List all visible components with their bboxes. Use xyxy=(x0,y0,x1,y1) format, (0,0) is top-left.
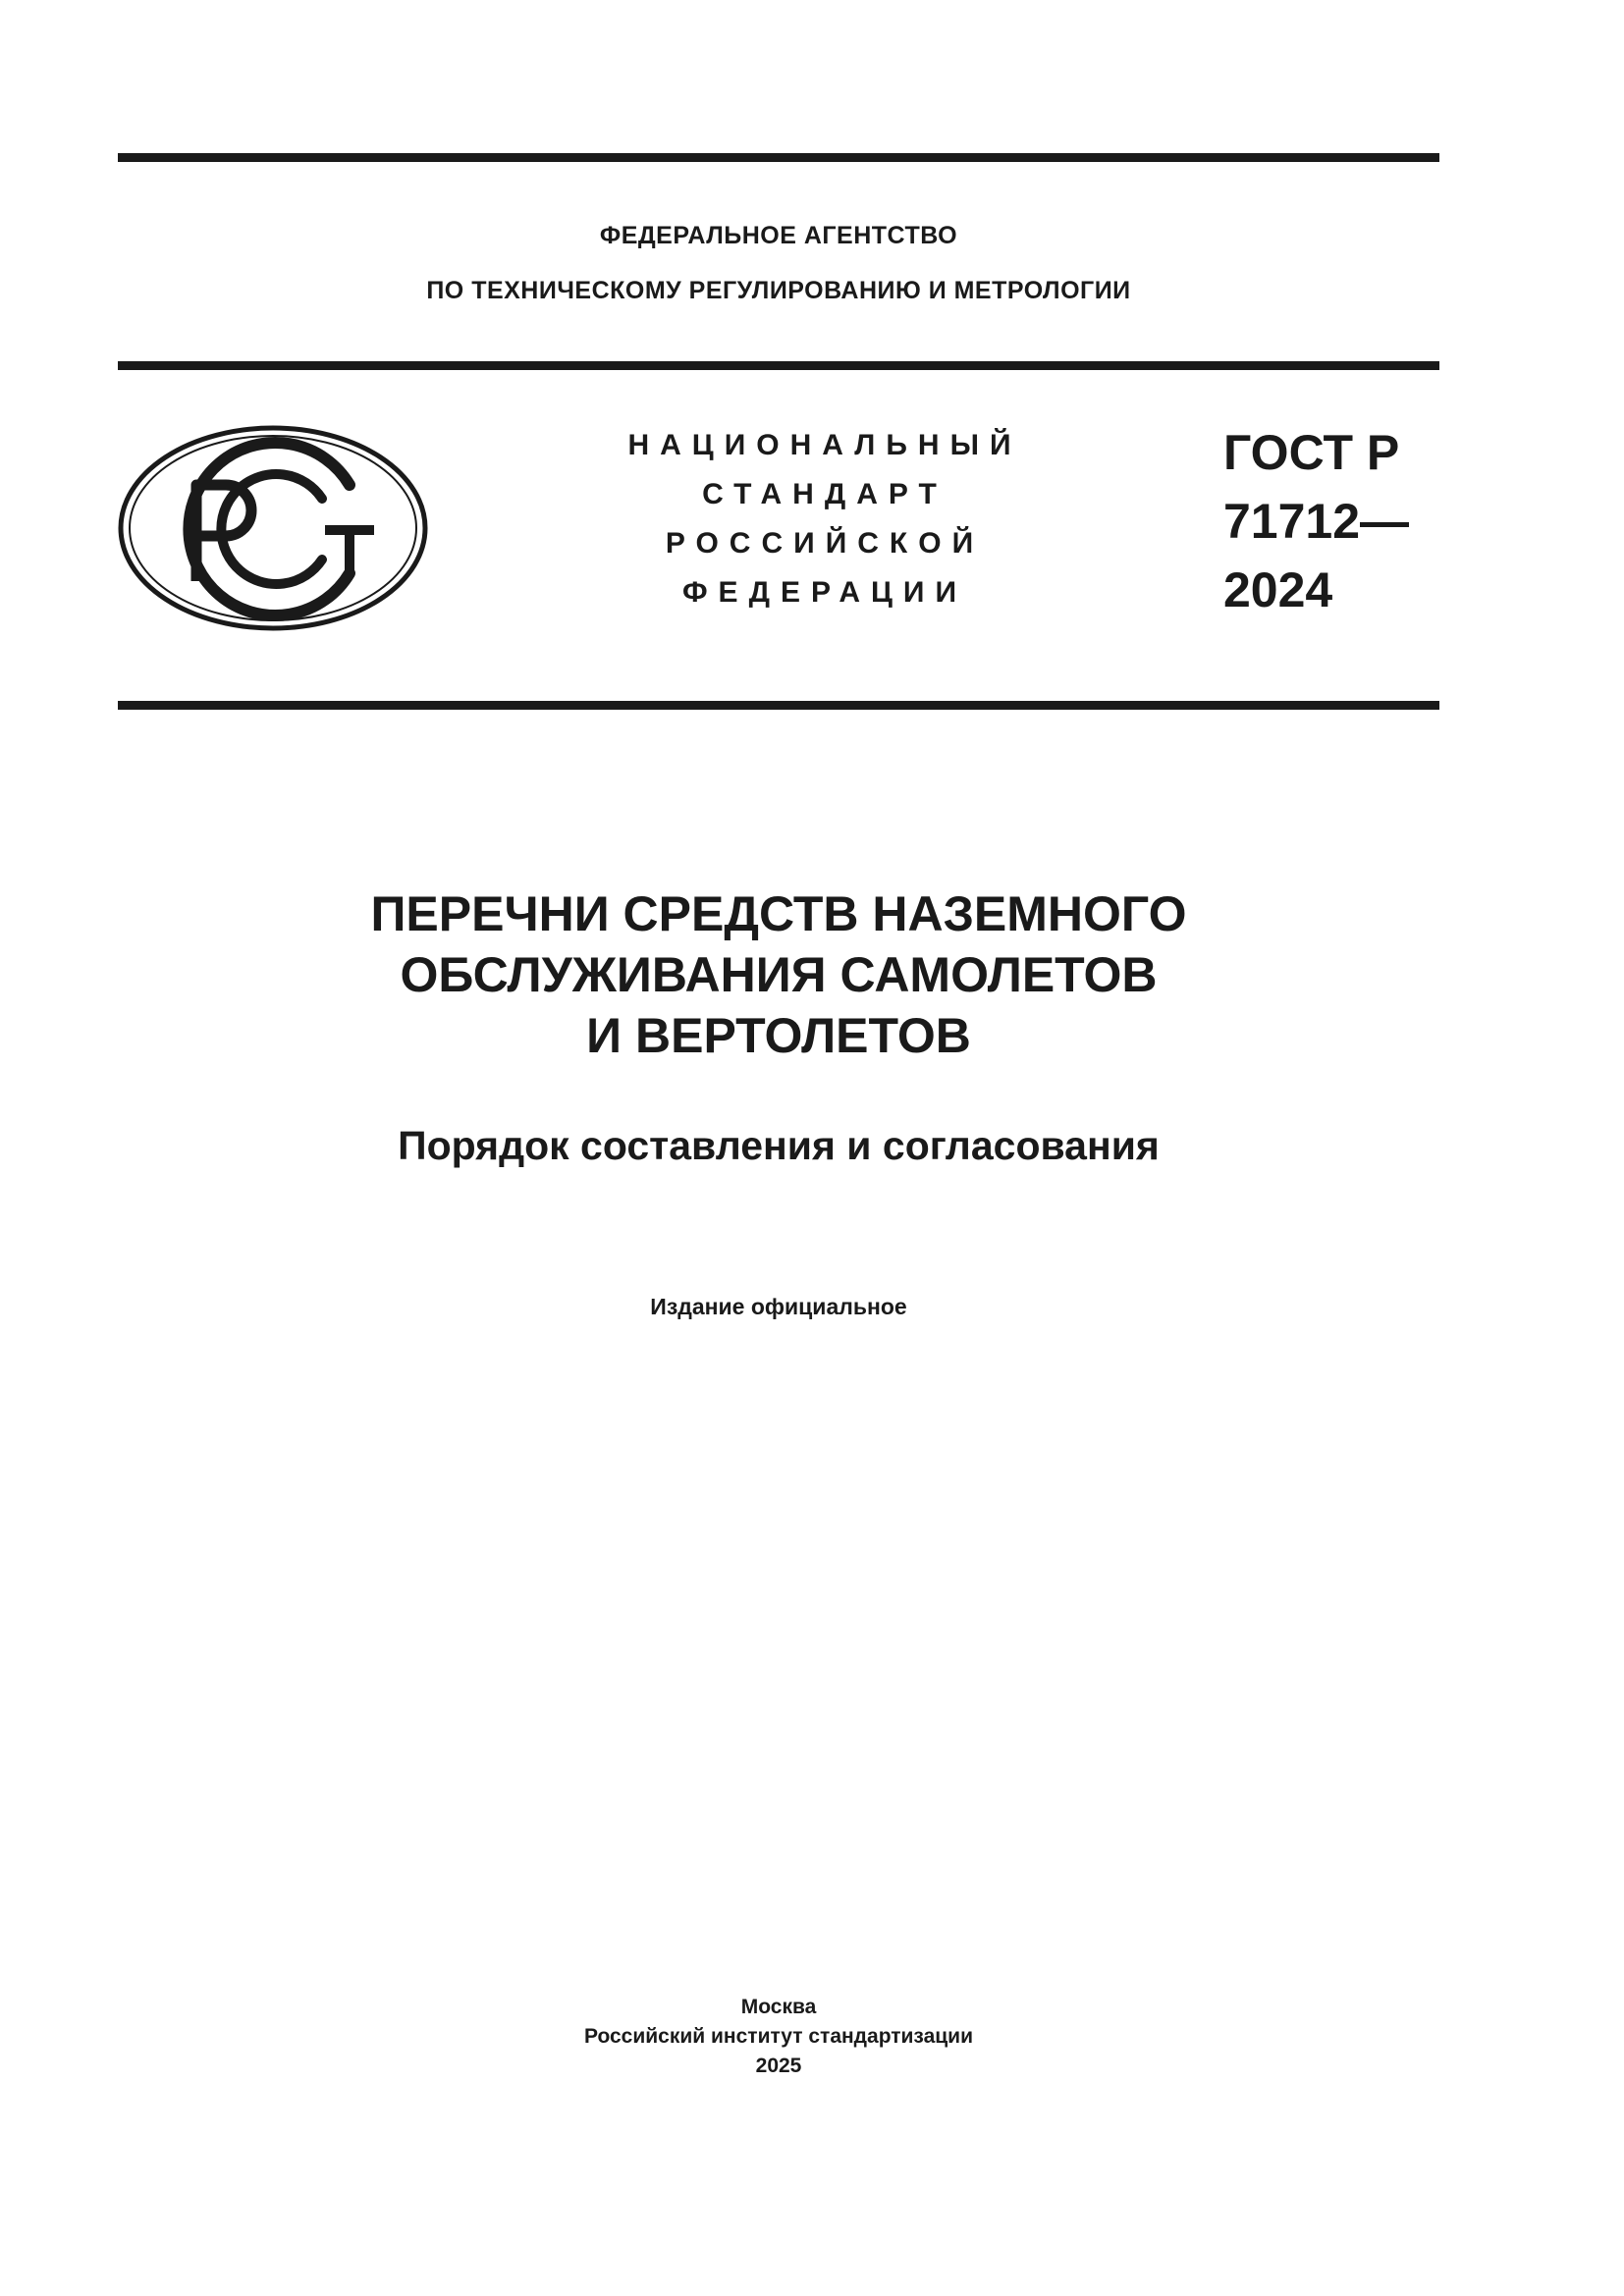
designation-line-2: 71712— xyxy=(1223,494,1410,549)
designation-line-1: ГОСТ Р xyxy=(1223,425,1400,480)
standard-type-line-2: СТАНДАРТ xyxy=(702,478,947,510)
header-divider xyxy=(118,361,1439,370)
title-line-2: ОБСЛУЖИВАНИЯ САМОЛЕТОВ xyxy=(400,947,1158,1002)
designation-line-3: 2024 xyxy=(1223,562,1333,617)
document-subtitle: Порядок составления и согласования xyxy=(398,1123,1160,1168)
title-line-1: ПЕРЕЧНИ СРЕДСТВ НАЗЕМНОГО xyxy=(370,886,1187,941)
imprint-city: Москва xyxy=(740,1996,817,2018)
top-divider xyxy=(118,153,1439,162)
standard-type-line-1: НАЦИОНАЛЬНЫЙ xyxy=(627,429,1022,461)
imprint-year: 2025 xyxy=(755,2055,802,2077)
agency-name-line-2: ПО ТЕХНИЧЕСКОМУ РЕГУЛИРОВАНИЮ И МЕТРОЛОГИИ xyxy=(426,277,1131,304)
edition-note: Издание официальное xyxy=(650,1294,907,1319)
imprint xyxy=(0,1993,1557,2081)
title-line-3: И ВЕРТОЛЕТОВ xyxy=(586,1008,971,1063)
standard-designation xyxy=(1223,418,1409,624)
standard-type-line-3: РОССИЙСКОЙ xyxy=(665,527,985,560)
standard-type-line-4: ФЕДЕРАЦИИ xyxy=(681,576,968,609)
rst-certification-mark-icon xyxy=(116,424,430,632)
document-title xyxy=(0,883,1557,1066)
title-block-divider xyxy=(118,701,1439,710)
agency-name-line-1: ФЕДЕРАЛЬНОЕ АГЕНТСТВО xyxy=(599,222,958,249)
imprint-publisher: Российский институт стандартизации xyxy=(583,2025,974,2048)
